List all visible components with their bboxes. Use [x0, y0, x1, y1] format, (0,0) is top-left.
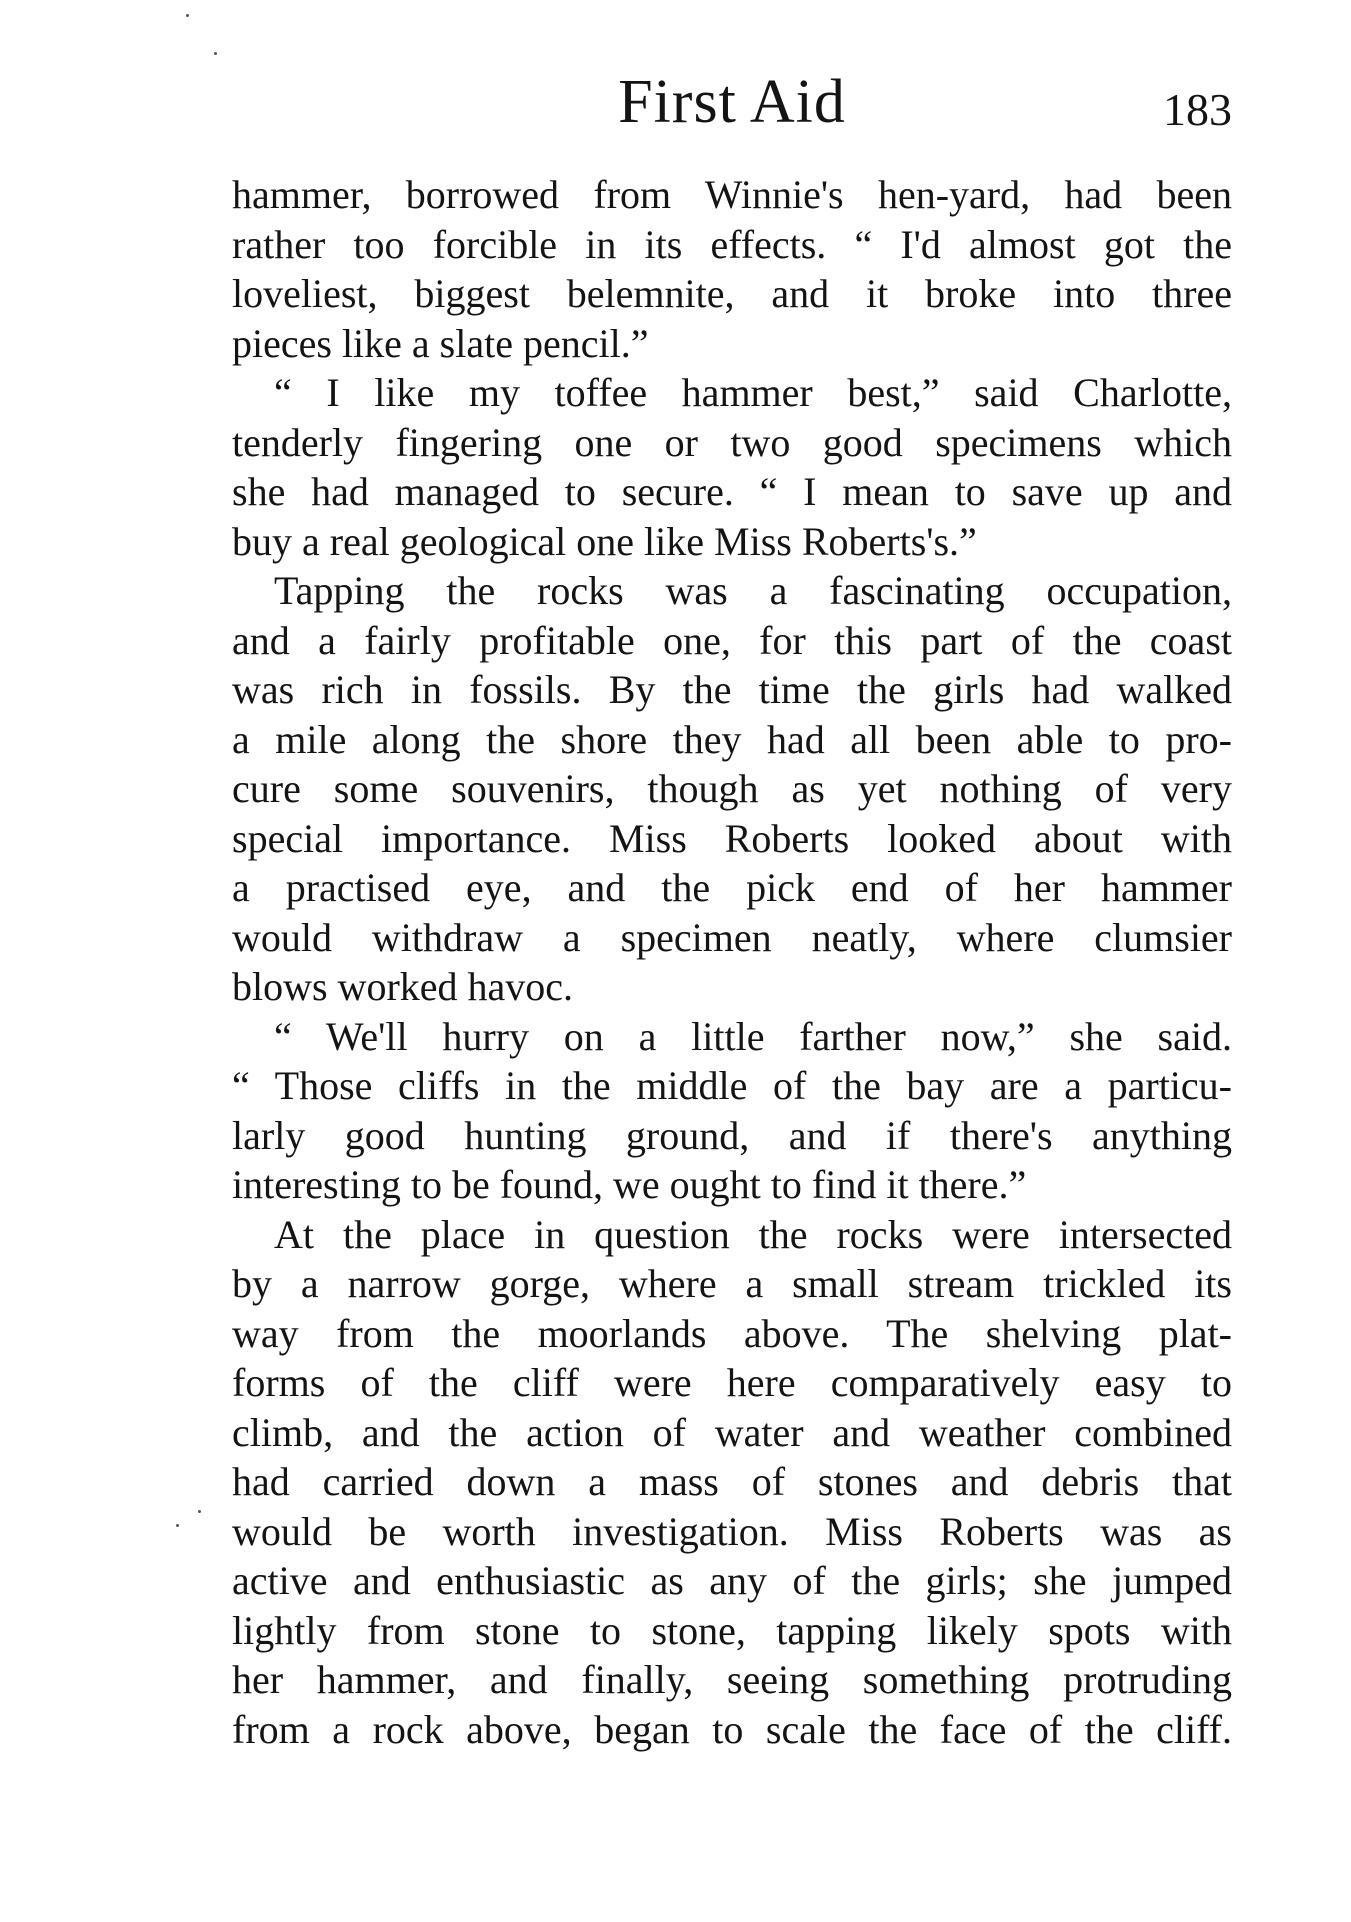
text-line: a mile along the shore they had all been able to pro-	[232, 716, 1232, 762]
text-line: “ We'll hurry on a little farther now,” she said.	[274, 1013, 1232, 1059]
text-line: and a fairly profitable one, for this part of the coast	[232, 617, 1232, 663]
text-line: cure some souvenirs, though as yet nothing of very	[232, 766, 1232, 811]
text-line: had carried down a mass of stones and debris that	[232, 1459, 1232, 1504]
text-line: hammer, borrowed from Winnie's hen-yard, had been	[232, 172, 1232, 217]
scan-speck	[176, 1524, 179, 1527]
text-line: her hammer, and finally, seeing something protruding	[232, 1657, 1232, 1702]
text-line: by a narrow gorge, where a small stream trickled its	[232, 1261, 1232, 1306]
text-line: blows worked havoc.	[232, 964, 574, 1009]
scan-speck	[186, 14, 189, 17]
text-line: special importance. Miss Roberts looked about with	[232, 815, 1232, 861]
text-line: would withdraw a specimen neatly, where clumsier	[232, 914, 1232, 960]
text-line: lightly from stone to stone, tapping likely spots with	[232, 1607, 1232, 1653]
text-line: larly good hunting ground, and if there's anything	[232, 1112, 1232, 1158]
text-line: she had managed to secure. “ I mean to save up and	[232, 469, 1232, 514]
text-line: At the place in question the rocks were intersected	[274, 1211, 1232, 1257]
text-line: forms of the cliff were here comparatively easy to	[232, 1360, 1232, 1405]
scan-speck	[214, 52, 217, 55]
text-line: loveliest, biggest belemnite, and it broke into three	[232, 271, 1232, 316]
running-title: First Aid	[618, 68, 846, 136]
text-line: climb, and the action of water and weather combined	[232, 1409, 1232, 1455]
text-line: from a rock above, began to scale the face of the cliff.	[232, 1706, 1232, 1752]
running-head	[232, 62, 1232, 142]
text-line: Tapping the rocks was a fascinating occupation,	[274, 568, 1232, 613]
body-text	[232, 170, 1232, 1754]
text-line: pieces like a slate pencil.”	[232, 320, 649, 366]
text-line: tenderly fingering one or two good specimens which	[232, 419, 1232, 465]
text-line: “ Those cliffs in the middle of the bay are a particu-	[232, 1063, 1232, 1108]
text-line: a practised eye, and the pick end of her hammer	[232, 865, 1232, 910]
text-line: rather too forcible in its effects. “ I'd almost got the	[232, 221, 1232, 267]
text-line: “ I like my toffee hammer best,” said Charlotte,	[274, 370, 1232, 415]
scan-speck	[198, 1510, 201, 1513]
text-line: way from the moorlands above. The shelving plat-	[232, 1310, 1232, 1356]
text-line: buy a real geological one like Miss Roberts's.”	[232, 518, 977, 564]
text-line: interesting to be found, we ought to find it there.”	[232, 1162, 1027, 1207]
page-number: 183	[1163, 84, 1232, 135]
text-line: was rich in fossils. By the time the girls had walked	[232, 667, 1232, 712]
text-line: would be worth investigation. Miss Roberts was as	[232, 1508, 1232, 1554]
text-line: active and enthusiastic as any of the girls; she jumped	[232, 1558, 1232, 1603]
